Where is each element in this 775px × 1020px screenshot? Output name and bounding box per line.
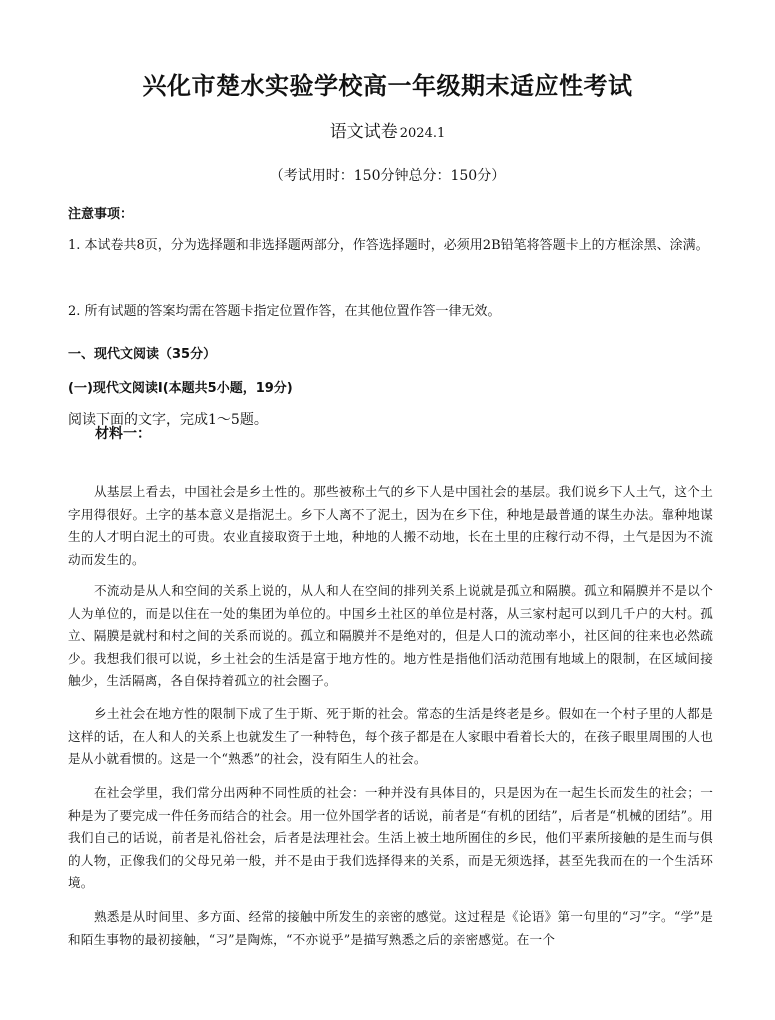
notes-heading: 注意事项： <box>68 207 134 222</box>
paragraph: 乡土社会在地方性的限制下成了生于斯、死于斯的社会。常态的生活是终老是乡。假如在一个村子里的人都是这样的话，在人和人的关系上也就发生了一种特色，每个孩子都是在人家眼中看着长大的，在孩子眼里周围的人也是从小就看惯的。这是一个“熟悉”的社会，没有陌生人的社会。 <box>68 706 713 767</box>
reading-instruction: 阅读下面的文字，完成1～5题。 <box>68 412 268 428</box>
paragraph: 在社会学里，我们常分出两种不同性质的社会：一种并没有具体目的，只是因为在一起生长而发生的社会；一种是为了要完成一件任务而结合的社会。用一位外国学者的话说，前者是“有机的团结”，后者是“机械的团结”。用我们自己的话说，前者是礼俗社会，后者是法理社会。生活上被土地所囿住的乡民，他们平素所接触的是生而与俱的人物，正像我们的父母兄弟一般，并不是由于我们选择得来的关系，而是无须选择，甚至先我而在的一个生活环境。 <box>68 785 713 891</box>
paragraph: 熟悉是从时间里、多方面、经常的接触中所发生的亲密的感觉。这过程是《论语》第一句里的“习”字。“学”是和陌生事物的最初接触，“习”是陶炼，“不亦说乎”是描写熟悉之后的亲密感觉。在一个 <box>68 909 713 947</box>
paragraph: 不流动是从人和空间的关系上说的，从人和人在空间的排列关系上说就是孤立和隔膜。孤立和隔膜并不是以个人为单位的，而是以住在一处的集团为单位的。中国乡土社区的单位是村落，从三家村起可以到几千户的大村。孤立、隔膜是就村和村之间的关系而说的。孤立和隔膜并不是绝对的，但是人口的流动率小，社区间的往来也必然疏少。我想我们很可以说，乡土社会的生活是富于地方性的。地方性是指他们活动范围有地域上的限制，在区域间接触少，生活隔离，各自保持着孤立的社会圈子。 <box>68 583 713 689</box>
exam-title: 兴化市楚水实验学校高一年级期末适应性考试 <box>142 72 633 100</box>
subject-label: 语文试卷 <box>329 122 398 142</box>
exam-year: 2024.1 <box>399 126 446 141</box>
subsection-heading: (一)现代文阅读Ⅰ(本题共5小题，19分) <box>68 381 293 396</box>
paragraph: 从基层上看去，中国社会是乡土性的。那些被称土气的乡下人是中国社会的基层。我们说乡下人土气，这个土字用得很好。土字的基本意义是指泥土。乡下人离不了泥土，因为在乡下住，种地是最普通的谋生办法。靠种地谋生的人才明白泥土的可贵。农业直接取资于土地，种地的人搬不动地，长在土里的庄稼行动不得，土气是因为不流动而发生的。 <box>68 484 713 567</box>
exam-time-score: （考试用时：150分钟总分：150分） <box>269 168 506 184</box>
exam-subtitle <box>0 117 775 142</box>
section-heading: 一、现代文阅读（35分） <box>68 347 217 362</box>
material-label: 材料一： <box>95 426 151 442</box>
note-item: 2. 所有试题的答案均需在答题卡指定位置作答，在其他位置作答一律无效。 <box>68 304 501 319</box>
note-item: 1. 本试卷共8页，分为选择题和非选择题两部分，作答选择题时，必须用2B铅笔将答题卡上的方框涂黑、涂满。 <box>68 238 709 253</box>
